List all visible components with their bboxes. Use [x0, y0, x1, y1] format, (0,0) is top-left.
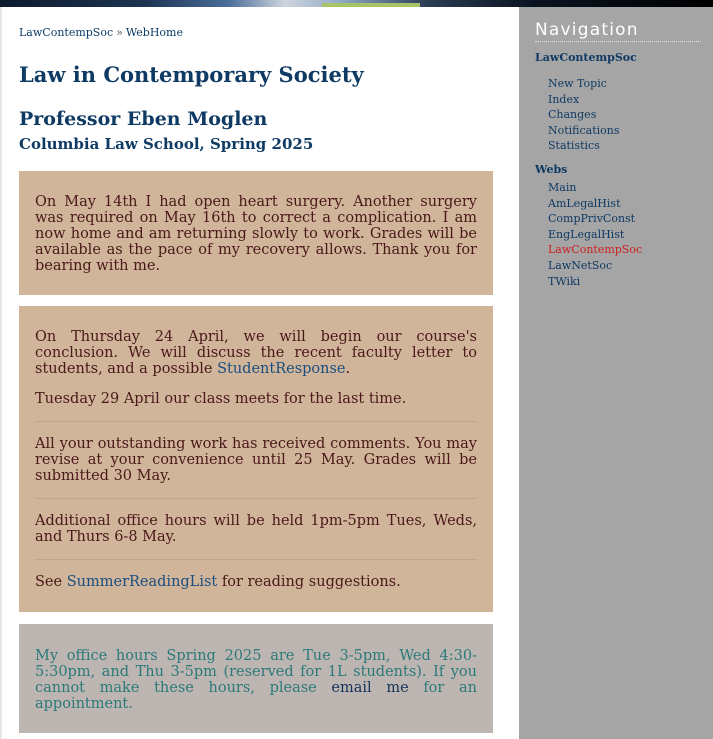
schedule-text-5-end: for reading suggestions.	[217, 574, 401, 590]
breadcrumb-page-link[interactable]: WebHome	[125, 26, 183, 39]
header-banner-image	[0, 0, 713, 7]
schedule-paragraph-3: All your outstanding work has received comments. You may revise at your convenience until 25 May. Grades will be submitted 30 May.	[35, 436, 477, 484]
sidebar-title: Navigation	[535, 20, 701, 42]
schedule-text-5: See	[35, 574, 67, 590]
office-hours-text	[35, 648, 477, 712]
sidebar-item-changes[interactable]: Changes	[548, 108, 597, 122]
schedule-paragraph-4: Additional office hours will be held 1pm-5pm Tues, Weds, and Thurs 6-8 May.	[35, 513, 477, 545]
sidebar-item-twiki[interactable]: TWiki	[548, 274, 581, 288]
schedule-paragraph-1	[35, 329, 477, 377]
schedule-text-1-end: .	[345, 361, 351, 377]
divider	[35, 421, 477, 422]
sidebar-item-lawcontempsoc[interactable]: LawContempSoc	[548, 243, 643, 257]
office-hours-text-end: for an appointment.	[35, 680, 477, 712]
sidebar-item-amlegalhist[interactable]: AmLegalHist	[548, 196, 621, 210]
schedule-box	[19, 306, 493, 612]
office-hours-box	[19, 624, 493, 733]
sidebar-item-statistics[interactable]: Statistics	[548, 139, 600, 153]
divider	[35, 498, 477, 499]
webs-heading-link[interactable]: Webs	[535, 163, 568, 176]
sidebar-current-web-link[interactable]: LawContempSoc	[535, 51, 637, 64]
web-tools-list	[548, 76, 620, 154]
summer-reading-list-link[interactable]: SummerReadingList	[66, 574, 218, 590]
breadcrumb	[19, 26, 183, 39]
schedule-text-1: On Thursday 24 April, we will begin our course's conclusion. We will discuss the recent faculty letter to students, and a possible	[35, 329, 477, 377]
schedule-paragraph-2: Tuesday 29 April our class meets for the last time.	[35, 391, 407, 407]
sidebar-item-new-topic[interactable]: New Topic	[548, 77, 607, 90]
student-response-link[interactable]: StudentResponse	[217, 361, 346, 377]
sidebar-item-notifications[interactable]: Notifications	[548, 123, 620, 137]
page-title: Law in Contemporary Society	[19, 62, 364, 87]
school-heading: Columbia Law School, Spring 2025	[19, 135, 314, 153]
email-me-link[interactable]: email me	[331, 680, 409, 696]
sidebar-item-index[interactable]: Index	[548, 92, 580, 106]
schedule-paragraph-5	[35, 574, 477, 590]
notice-box	[19, 171, 493, 295]
professor-heading: Professor Eben Moglen	[19, 108, 268, 130]
sidebar-item-compprivconst[interactable]: CompPrivConst	[548, 212, 636, 226]
sidebar-item-main[interactable]: Main	[548, 181, 577, 194]
sidebar-item-englegalhist[interactable]: EngLegalHist	[548, 227, 625, 241]
main-content	[2, 7, 509, 739]
sidebar	[519, 7, 713, 739]
office-hours-text-start: My office hours Spring 2025 are Tue 3-5pm, Wed 4:30-5:30pm, and Thu 3-5pm (reserved for 1L students). If you cannot make these hours, please	[35, 648, 477, 696]
breadcrumb-separator: »	[116, 26, 123, 39]
divider	[35, 559, 477, 560]
notice-text: On May 14th I had open heart surgery. Another surgery was required on May 16th to correct a complication. I am now home and am returning slowly to work. Grades will be available as the pace of my recovery allows. Thank you for bearing with me.	[35, 194, 477, 274]
webs-list	[548, 180, 642, 289]
sidebar-item-lawnetsoc[interactable]: LawNetSoc	[548, 258, 613, 272]
breadcrumb-web-link[interactable]: LawContempSoc	[19, 26, 114, 39]
